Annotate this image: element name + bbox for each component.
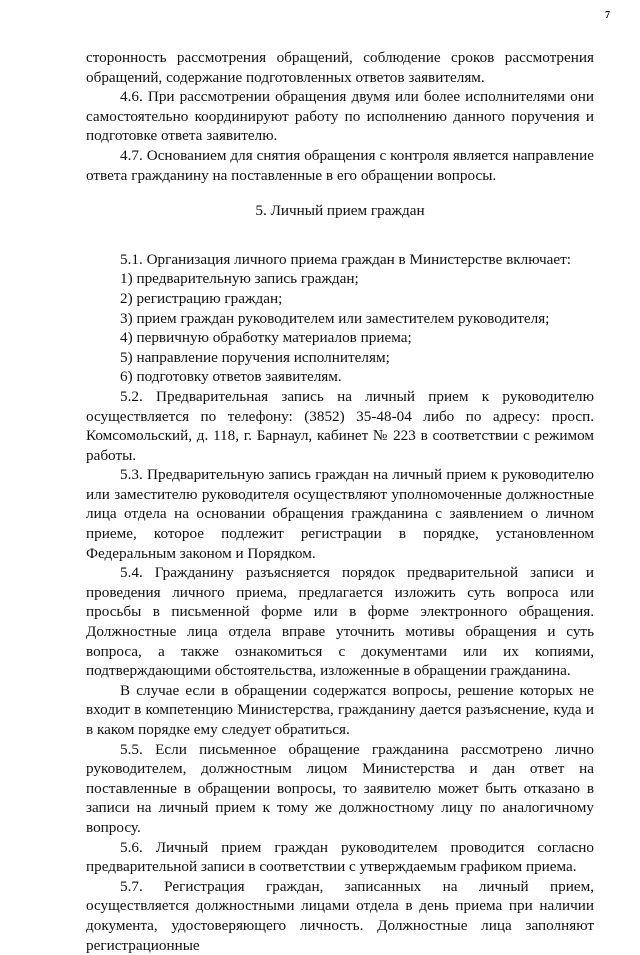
list-item: 3) прием граждан руководителем или заместителем руководителя; (120, 309, 550, 327)
paragraph-4-7: 4.7. Основанием для снятия обращения с контроля является направление ответа гражданину на поставленные в его обращении вопросы. (86, 146, 594, 184)
list-item: 6) подготовку ответов заявителям. (120, 368, 342, 386)
list-item: 1) предварительную запись граждан; (120, 270, 359, 288)
paragraph-5-1: 5.1. Организация личного приема граждан в Министерстве включает: (120, 250, 571, 268)
paragraph-continuation: сторонность рассмотрения обращений, соблюдение сроков рассмотрения обращений, содержание подготовленных ответов заявителям. (86, 49, 594, 86)
paragraph-5-3: 5.3. Предварительную запись граждан на личный прием к руководителю или заместителю руководителя осуществляют уполномоченные должностные лица отдела на основании обращения гражданина с заявлением о личном приеме, которое подлежит регистрации в порядке, установленном Федеральным законом и Порядком. (86, 466, 594, 562)
paragraph-5-4-continued: В случае если в обращении содержатся вопросы, решение которых не входит в компетенцию Министерства, гражданину дается разъяснение, куда и в каком порядке ему следует обратиться. (86, 681, 594, 738)
paragraph-4-6: 4.6. При рассмотрении обращения двумя или более исполнителями они самостоятельно координируют работу по исполнению данного поручения и подготовке ответа заявителю. (86, 88, 594, 145)
document-body (86, 48, 594, 955)
section-heading: 5. Личный прием граждан (255, 202, 425, 220)
page-number: 7 (605, 10, 610, 21)
list-item: 5) направление поручения исполнителям; (120, 348, 390, 366)
list-item: 2) регистрацию граждан; (120, 289, 283, 307)
list-item: 4) первичную обработку материалов приема; (120, 329, 412, 347)
paragraph-5-5: 5.5. Если письменное обращение гражданина рассмотрено лично руководителем, должностным лицом Министерства и дан ответ на поставленные в обращении вопросы, то заявителю может быть отказано в записи на личный прием к тому же должностному лицу по аналогичному вопросу. (86, 740, 594, 836)
paragraph-5-6: 5.6. Личный прием граждан руководителем проводится согласно предварительной записи в соответствии с утверждаемым графиком приема. (86, 838, 594, 876)
paragraph-5-7: 5.7. Регистрация граждан, записанных на личный прием, осуществляется должностными лицами отдела в день приема при наличии документа, удостоверяющего личность. Должностные лица заполняют регистрационные (86, 877, 594, 954)
paragraph-5-2: 5.2. Предварительная запись на личный прием к руководителю осуществляется по телефону: (3852) 35-48-04 либо по адресу: просп. Комсомольский, д. 118, г. Барнаул, кабинет № 223 в соответствии с режимом работы. (86, 387, 594, 464)
paragraph-5-4: 5.4. Гражданину разъясняется порядок предварительной записи и проведения личного приема, предлагается изложить суть вопроса или просьбы в письменной форме или в форме электронного обращения. Должностные лица отдела вправе уточнить мотивы обращения и суть вопроса, а также ознакомиться с документами или их копиями, подтверждающими обстоятельства, изложенные в обращении гражданина. (86, 564, 594, 680)
